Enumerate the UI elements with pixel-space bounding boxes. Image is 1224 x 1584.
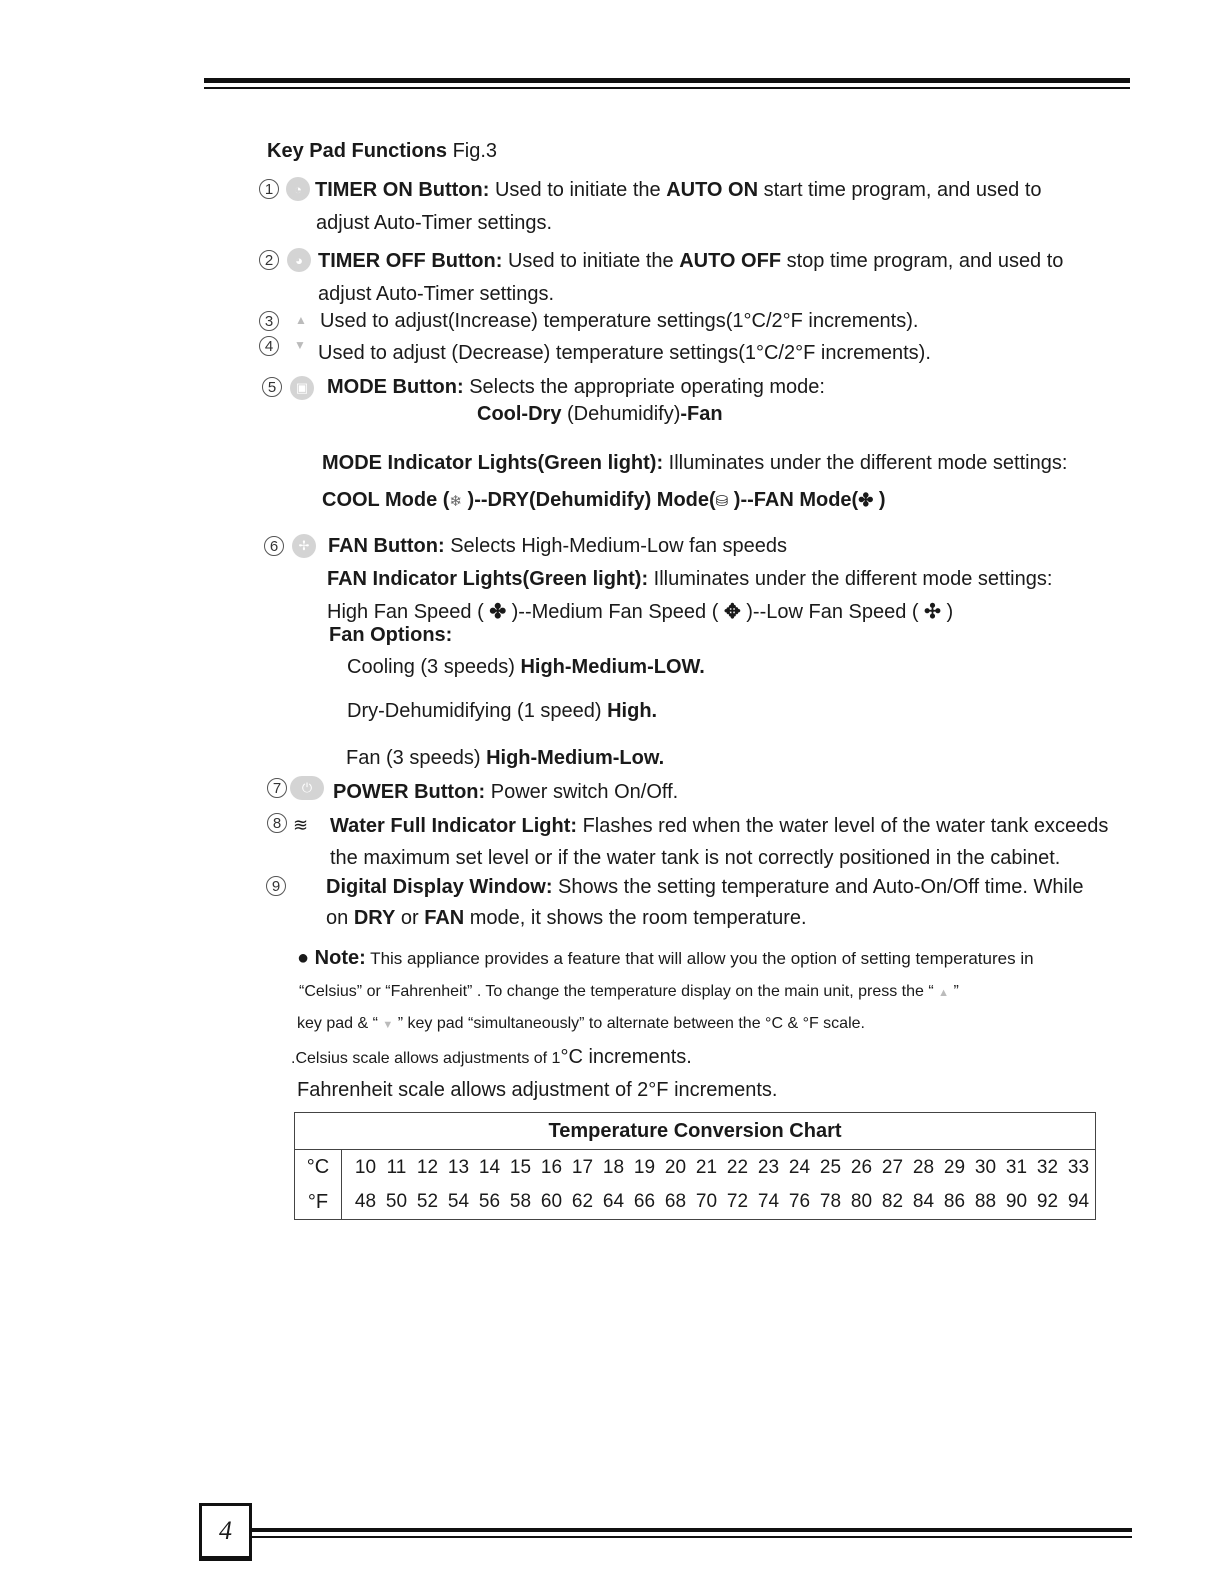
low-fan-icon: ✣ [924, 601, 941, 623]
bullet-icon: ● [297, 947, 310, 969]
fahrenheit-values-row [342, 1186, 1096, 1220]
down-arrow-icon: ▼ [382, 1019, 394, 1031]
item-number-4: 4 [259, 336, 279, 356]
fahrenheit-value-12: 72 [726, 1191, 749, 1213]
celsius-value-15: 25 [819, 1156, 842, 1178]
note-line-4: .Celsius scale allows adjustments of 1°C increments. [291, 1046, 692, 1068]
item-number-5: 5 [262, 377, 282, 397]
celsius-values-row [342, 1150, 1096, 1186]
digital-display-description-line2: on DRY or FAN mode, it shows the room temperature. [326, 907, 807, 929]
fan-mode-icon: ✤ [858, 490, 874, 510]
water-full-icon: ≋ [293, 815, 309, 835]
celsius-value-2: 12 [416, 1156, 439, 1178]
fahrenheit-value-21: 90 [1005, 1191, 1028, 1213]
mode-indicator-description: MODE Indicator Lights(Green light): Illuminates under the different mode settings: [322, 452, 1068, 474]
timer-off-key-icon: ◕ [287, 248, 311, 272]
section-title: Key Pad Functions Fig.3 [267, 140, 498, 162]
fan-options-heading: Fan Options: [329, 624, 453, 646]
mode-sequence: Cool-Dry (Dehumidify)-Fan [477, 403, 723, 425]
note-line-1: ● Note: This appliance provides a feature that will allow you the option of setting temperatures in [297, 947, 1034, 969]
timer-off-description-line2: adjust Auto-Timer settings. [318, 283, 555, 305]
power-button-description: POWER Button: Power switch On/Off. [333, 781, 679, 803]
mode-indicator-list: COOL Mode (❄ )--DRY(Dehumidify) Mode(⛁ )--FAN Mode(✤ ) [322, 489, 886, 511]
fahrenheit-value-11: 70 [695, 1191, 718, 1213]
fahrenheit-value-4: 56 [478, 1191, 501, 1213]
fan-key-icon: ✢ [292, 534, 316, 558]
celsius-value-10: 20 [664, 1156, 687, 1178]
timer-on-description: TIMER ON Button: Used to initiate the AUTO ON start time program, and used to [315, 179, 1042, 201]
decrease-arrow-icon: ▼ [294, 338, 306, 352]
up-arrow-icon: ▲ [938, 987, 950, 999]
fahrenheit-row-label: °F [295, 1186, 342, 1220]
fan-speed-list: High Fan Speed ( ✤ )--Medium Fan Speed ( ✥ )--Low Fan Speed ( ✣ ) [327, 601, 954, 623]
celsius-value-8: 18 [602, 1156, 625, 1178]
footer-rule-thin [250, 1536, 1132, 1538]
fahrenheit-value-13: 74 [757, 1191, 780, 1213]
fahrenheit-value-15: 78 [819, 1191, 842, 1213]
note-line-3: key pad & “ ▼ ” key pad “simultaneously” to alternate between the °C & °F scale. [297, 1015, 865, 1032]
celsius-value-3: 13 [447, 1156, 470, 1178]
power-key-icon: ⏻ [290, 776, 324, 800]
celsius-value-7: 17 [571, 1156, 594, 1178]
item-number-1: 1 [259, 179, 279, 199]
header-rule [204, 78, 1130, 83]
celsius-value-11: 21 [695, 1156, 718, 1178]
item-number-7: 7 [267, 778, 287, 798]
fahrenheit-value-6: 60 [540, 1191, 563, 1213]
celsius-value-13: 23 [757, 1156, 780, 1178]
celsius-value-17: 27 [881, 1156, 904, 1178]
fahrenheit-value-20: 88 [974, 1191, 997, 1213]
mode-key-icon: ▣ [290, 376, 314, 400]
digital-display-description: Digital Display Window: Shows the setting temperature and Auto-On/Off time. While [326, 876, 1084, 898]
fahrenheit-value-0: 48 [354, 1191, 377, 1213]
fan-option-cooling: Cooling (3 speeds) High-Medium-LOW. [347, 656, 705, 678]
page-number: 4 [199, 1503, 252, 1559]
fahrenheit-value-1: 50 [385, 1191, 408, 1213]
fahrenheit-value-19: 86 [943, 1191, 966, 1213]
celsius-value-12: 22 [726, 1156, 749, 1178]
item-number-6: 6 [264, 536, 284, 556]
fan-option-dry: Dry-Dehumidifying (1 speed) High. [347, 700, 658, 722]
timer-off-description: TIMER OFF Button: Used to initiate the AUTO OFF stop time program, and used to [318, 250, 1064, 272]
celsius-value-9: 19 [633, 1156, 656, 1178]
mode-button-description: MODE Button: Selects the appropriate operating mode: [327, 376, 825, 398]
fahrenheit-value-23: 94 [1067, 1191, 1090, 1213]
chart-title: Temperature Conversion Chart [295, 1113, 1096, 1150]
celsius-value-5: 15 [509, 1156, 532, 1178]
header-rule-thin [204, 87, 1130, 89]
note-line-5: Fahrenheit scale allows adjustment of 2°F increments. [297, 1079, 778, 1101]
fahrenheit-value-22: 92 [1036, 1191, 1059, 1213]
fan-option-fan: Fan (3 speeds) High-Medium-Low. [346, 747, 665, 769]
water-full-description: Water Full Indicator Light: Flashes red when the water level of the water tank exceeds [330, 815, 1109, 837]
high-fan-icon: ✤ [489, 601, 507, 623]
celsius-value-23: 33 [1067, 1156, 1090, 1178]
medium-fan-icon: ✥ [723, 601, 741, 623]
fahrenheit-value-18: 84 [912, 1191, 935, 1213]
item-number-8: 8 [267, 813, 287, 833]
temperature-conversion-table [294, 1112, 1096, 1220]
increase-description: Used to adjust(Increase) temperature settings(1°C/2°F increments). [320, 310, 919, 332]
footer-rule [250, 1528, 1132, 1532]
fahrenheit-value-10: 68 [664, 1191, 687, 1213]
fahrenheit-value-8: 64 [602, 1191, 625, 1213]
celsius-value-1: 11 [386, 1156, 407, 1178]
item-number-2: 2 [259, 250, 279, 270]
celsius-value-21: 31 [1005, 1156, 1028, 1178]
fan-button-description: FAN Button: Selects High-Medium-Low fan speeds [328, 535, 788, 557]
celsius-value-18: 28 [912, 1156, 935, 1178]
fahrenheit-value-2: 52 [416, 1191, 439, 1213]
celsius-value-20: 30 [974, 1156, 997, 1178]
fan-indicator-description: FAN Indicator Lights(Green light): Illuminates under the different mode settings: [327, 568, 1053, 590]
celsius-value-6: 16 [540, 1156, 563, 1178]
fahrenheit-value-16: 80 [850, 1191, 873, 1213]
fahrenheit-value-9: 66 [633, 1191, 656, 1213]
celsius-value-22: 32 [1036, 1156, 1059, 1178]
fahrenheit-value-17: 82 [881, 1191, 904, 1213]
timer-on-key-icon: ◔ [286, 177, 310, 201]
fahrenheit-value-3: 54 [447, 1191, 470, 1213]
decrease-description: Used to adjust (Decrease) temperature settings(1°C/2°F increments). [318, 342, 931, 364]
celsius-row-label: °C [295, 1150, 342, 1186]
item-number-9: 9 [266, 876, 286, 896]
increase-arrow-icon: ▲ [295, 313, 307, 327]
dry-droplet-icon: ⛁ [715, 493, 729, 510]
celsius-value-4: 14 [478, 1156, 501, 1178]
fahrenheit-value-14: 76 [788, 1191, 811, 1213]
item-number-3: 3 [259, 311, 279, 331]
cool-snowflake-icon: ❄ [449, 493, 462, 510]
fahrenheit-value-7: 62 [571, 1191, 594, 1213]
water-full-description-line2: the maximum set level or if the water tank is not correctly positioned in the cabinet. [330, 847, 1061, 869]
celsius-value-16: 26 [850, 1156, 873, 1178]
celsius-value-19: 29 [943, 1156, 966, 1178]
celsius-value-14: 24 [788, 1156, 811, 1178]
fahrenheit-value-5: 58 [509, 1191, 532, 1213]
note-line-2: “Celsius” or “Fahrenheit” . To change the temperature display on the main unit, press the “ ▲ ” [299, 983, 959, 1000]
timer-on-description-line2: adjust Auto-Timer settings. [316, 212, 553, 234]
celsius-value-0: 10 [354, 1156, 377, 1178]
